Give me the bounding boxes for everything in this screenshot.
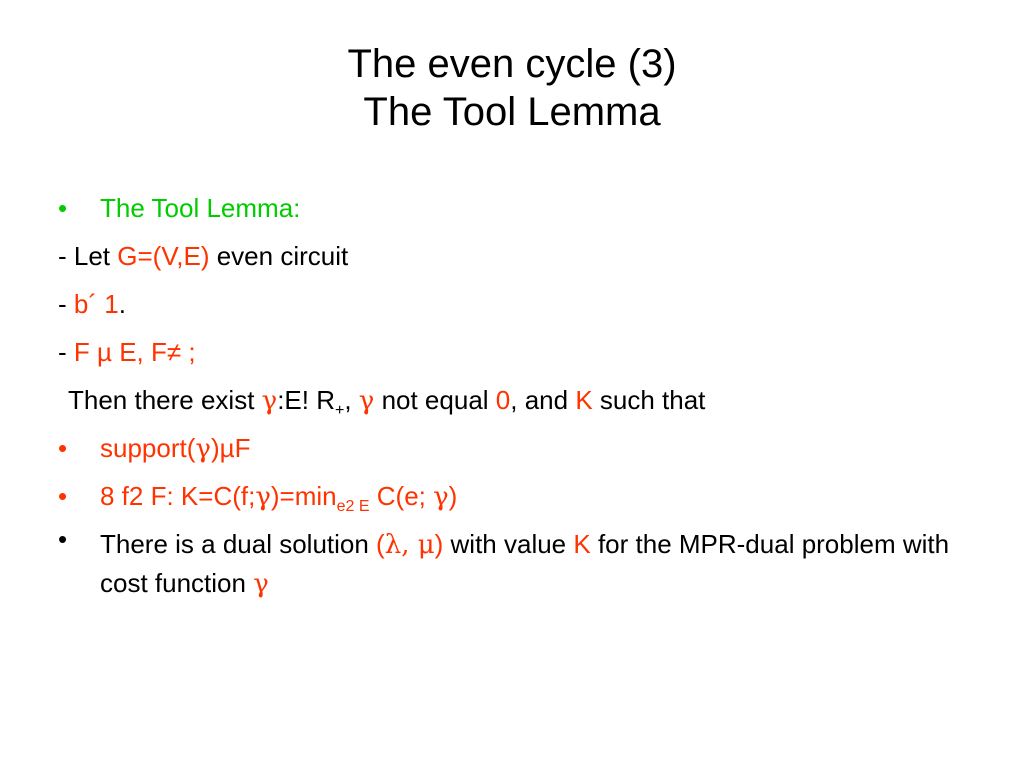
text-segment: There is a dual solution [100, 529, 377, 559]
zero-symbol: 0 [495, 385, 511, 415]
text-segment: not equal [374, 385, 496, 415]
text-segment: such that [592, 385, 706, 415]
line-f-condition [58, 328, 958, 376]
text-segment: 8 f2 F: K=C(f; [100, 481, 256, 511]
slide-body [58, 184, 958, 603]
text-segment: - [58, 337, 74, 367]
gamma-symbol: γ [433, 482, 449, 512]
gamma-symbol: γ [261, 386, 278, 416]
text-segment: Then there exist [68, 385, 262, 415]
gamma-symbol: γ [255, 482, 271, 512]
text-segment: ) [448, 481, 458, 511]
text-segment: support( [100, 433, 196, 463]
gamma-symbol: γ [358, 386, 375, 416]
b-condition: b´ 1 [73, 289, 119, 319]
bullet-tool-lemma [58, 184, 958, 232]
text-segment: C(e; [369, 481, 434, 511]
text-segment: for the MPR-dual problem with cost function [100, 529, 950, 598]
slide-title-line-2: The Tool Lemma [363, 90, 661, 134]
slide-title [0, 40, 1024, 136]
f-condition: F µ E, F≠ ; [73, 337, 196, 367]
slide-title-line-1: The even cycle (3) [347, 42, 677, 86]
line-then-exist [58, 376, 958, 424]
text-segment: )=min [270, 481, 337, 511]
text-segment: :E! R [277, 385, 335, 415]
text-segment: - Let [58, 241, 118, 271]
line-b-condition [58, 280, 958, 328]
text-segment: )µF [210, 433, 251, 463]
bullet-dot: • [58, 433, 68, 463]
bullet-forall [58, 472, 958, 520]
text-segment: . [118, 289, 126, 319]
bullet-dot: • [58, 193, 68, 223]
text-segment: even circuit [209, 241, 349, 271]
graph-symbol: G=(V,E) [117, 241, 210, 271]
k-symbol: K [573, 529, 591, 559]
bullet-dual-solution [58, 520, 958, 603]
bullet-support [58, 424, 958, 472]
text-segment: , [344, 385, 359, 415]
bullet-dot: • [58, 524, 68, 554]
bullet-dot: • [58, 481, 68, 511]
text-segment: ) [434, 529, 444, 559]
line-let-graph [58, 232, 958, 280]
text-segment: - [58, 289, 74, 319]
text-segment: with value [443, 529, 574, 559]
lambda-mu-symbol: λ, μ [384, 530, 435, 560]
gamma-symbol: γ [195, 434, 211, 464]
k-symbol: K [575, 385, 593, 415]
text-segment: ( [376, 529, 385, 559]
subscript: + [335, 402, 345, 419]
gamma-symbol: γ [253, 569, 269, 599]
text-segment: , and [510, 385, 576, 415]
subscript: e2 E [336, 498, 370, 515]
bullet-text: The Tool Lemma: [100, 193, 301, 223]
